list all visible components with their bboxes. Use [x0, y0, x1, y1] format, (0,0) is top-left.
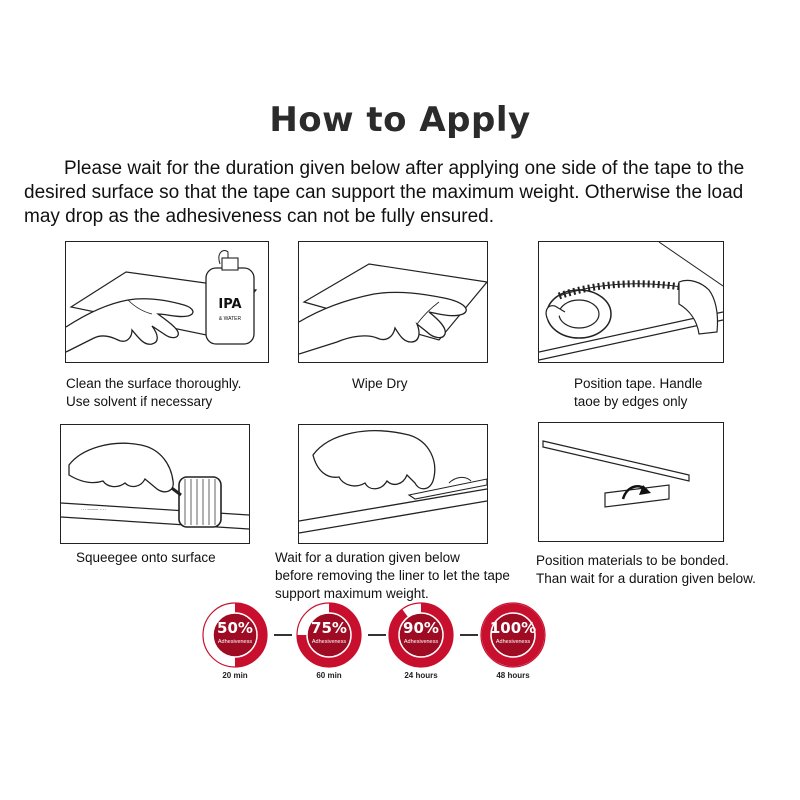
step-6-caption: Position materials to be bonded. Than wait for a duration given below.: [536, 553, 756, 586]
step-6-illustration: [538, 422, 724, 542]
hand-wiping-illustration: [299, 242, 487, 362]
svg-text:··· ─── ····: ··· ─── ····: [81, 507, 107, 513]
bottle-label: IPA: [218, 297, 242, 312]
adhesiveness-stage-1: [202, 602, 268, 668]
step-3-caption: Position tape. Handle taoe by edges only: [574, 376, 703, 409]
page-title: How to Apply: [269, 100, 531, 140]
stage-connector: [460, 634, 478, 636]
stage-time: 24 hours: [404, 671, 438, 680]
intro-text: Please wait for the duration given below after applying one side of the tape to the desired surface so that the tape can support the maximum weight. Otherwise the load may drop as the adhesiveness can not be fully ensured.: [24, 158, 745, 227]
adhesiveness-stage-3: [388, 602, 454, 668]
adhesiveness-label: Adhesiveness: [311, 639, 347, 645]
stage-connector: [368, 634, 386, 636]
adhesiveness-stage-2: [296, 602, 362, 668]
step-4-illustration: [60, 424, 250, 544]
step-4-caption: Squeegee onto surface: [76, 550, 216, 565]
tape-positioning-illustration: [539, 242, 723, 362]
stage-time: 20 min: [222, 671, 248, 680]
step-2-illustration: [298, 241, 488, 363]
adhesiveness-label: Adhesiveness: [217, 639, 253, 645]
bottle-sublabel: & WATER: [218, 316, 242, 322]
stage-time: 60 min: [316, 671, 342, 680]
step-1-caption: Clean the surface thoroughly. Use solvent if necessary: [66, 376, 242, 409]
adhesiveness-label: Adhesiveness: [495, 639, 531, 645]
adhesiveness-percent: 75%: [311, 619, 347, 637]
step-3-illustration: [538, 241, 724, 363]
adhesiveness-stage-4: [480, 602, 546, 668]
adhesiveness-percent: 100%: [489, 619, 537, 637]
squeegee-roller-illustration: [61, 425, 249, 543]
step-2-caption: Wipe Dry: [352, 376, 408, 391]
adhesiveness-label: Adhesiveness: [403, 639, 439, 645]
stage-connector: [274, 634, 292, 636]
hand-cleaning-illustration: [66, 242, 268, 362]
liner-removal-illustration: [299, 425, 487, 543]
adhesiveness-percent: 50%: [217, 619, 253, 637]
adhesiveness-percent: 90%: [403, 619, 439, 637]
bonding-materials-illustration: [539, 423, 723, 541]
intro-paragraph: [24, 157, 764, 229]
step-1-illustration: [65, 241, 269, 363]
stage-time: 48 hours: [496, 671, 530, 680]
step-5-illustration: [298, 424, 488, 544]
step-5-caption: Wait for a duration given below before removing the liner to let the tape support maximum weight.: [275, 550, 510, 601]
